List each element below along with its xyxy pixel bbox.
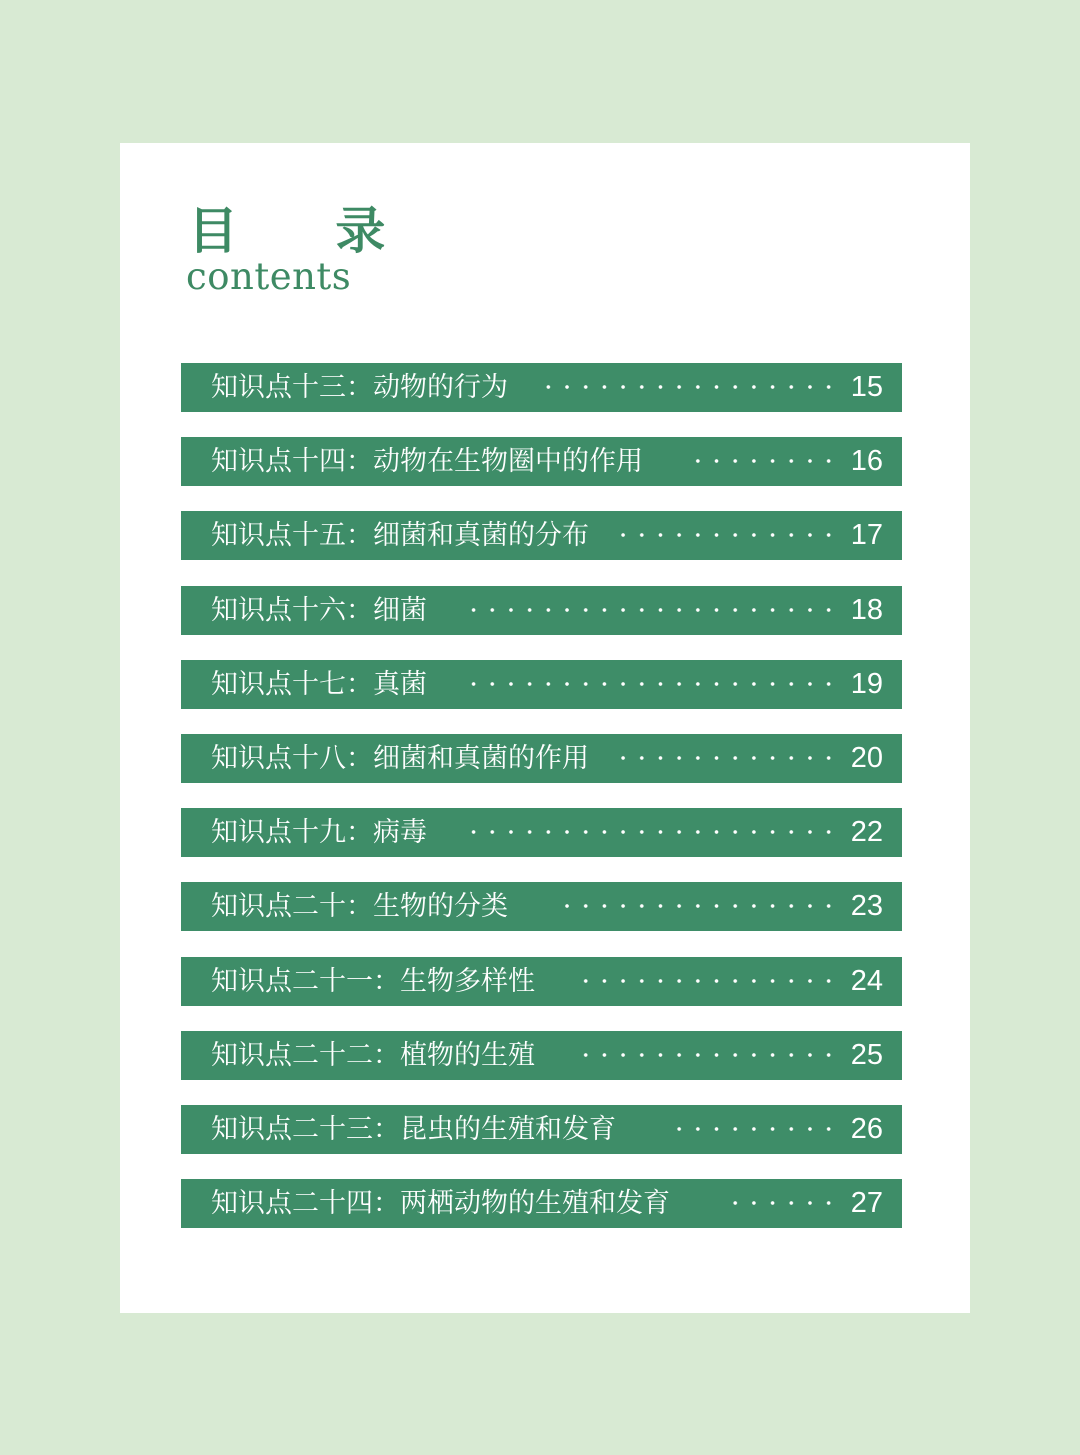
toc-entry-page: 25 — [850, 1038, 883, 1071]
toc-entry-14[interactable] — [181, 437, 902, 486]
toc-entry-label: 知识点二十：生物的分类 — [211, 891, 508, 923]
leader-dots — [618, 756, 838, 760]
toc-entry-label: 知识点二十二：植物的生殖 — [211, 1039, 535, 1071]
page-subtitle: contents — [186, 255, 352, 298]
table-of-contents — [181, 363, 902, 1253]
toc-entry-24[interactable] — [181, 1179, 902, 1228]
leader-dots — [733, 1201, 838, 1205]
toc-entry-16[interactable] — [181, 586, 902, 635]
toc-entry-label: 知识点十四：动物在生物圈中的作用 — [211, 446, 643, 478]
toc-entry-21[interactable] — [181, 957, 902, 1006]
toc-entry-20[interactable] — [181, 882, 902, 931]
toc-entry-17[interactable] — [181, 660, 902, 709]
toc-entry-15[interactable] — [181, 511, 902, 560]
toc-entry-page: 17 — [850, 519, 883, 552]
toc-entry-23[interactable] — [181, 1105, 902, 1154]
toc-entry-page: 15 — [850, 371, 883, 403]
toc-entry-page: 27 — [850, 1187, 883, 1220]
toc-entry-page: 23 — [850, 890, 883, 923]
leader-dots — [573, 979, 838, 983]
leader-dots — [461, 830, 838, 834]
toc-entry-22[interactable] — [181, 1031, 902, 1080]
leader-dots — [533, 385, 838, 389]
toc-entry-13[interactable] — [181, 363, 902, 412]
leader-dots — [573, 1053, 838, 1057]
toc-entry-page: 22 — [850, 816, 883, 849]
leader-dots — [618, 533, 838, 537]
toc-entry-19[interactable] — [181, 808, 902, 857]
toc-entry-18[interactable] — [181, 734, 902, 783]
toc-entry-page: 19 — [850, 667, 883, 700]
toc-entry-page: 16 — [850, 445, 883, 478]
contents-page — [120, 143, 970, 1313]
page-title: 目 录 — [188, 202, 426, 260]
leader-dots — [686, 459, 838, 463]
toc-entry-page: 26 — [850, 1112, 883, 1145]
contents-heading — [186, 203, 425, 297]
toc-entry-label: 知识点十八：细菌和真菌的作用 — [211, 742, 589, 774]
leader-dots — [551, 904, 838, 908]
leader-dots — [666, 1127, 838, 1131]
toc-entry-label: 知识点十五：细菌和真菌的分布 — [211, 520, 589, 552]
toc-entry-label: 知识点二十一：生物多样性 — [211, 965, 535, 997]
leader-dots — [461, 682, 838, 686]
toc-entry-label: 知识点二十四：两栖动物的生殖和发育 — [211, 1188, 670, 1220]
toc-entry-label: 知识点二十三：昆虫的生殖和发育 — [211, 1113, 616, 1145]
toc-entry-page: 24 — [850, 964, 883, 997]
toc-entry-page: 18 — [850, 593, 883, 626]
toc-entry-label: 知识点十九：病毒 — [211, 817, 427, 849]
toc-entry-page: 20 — [850, 741, 883, 774]
toc-entry-label: 知识点十三：动物的行为 — [211, 372, 508, 403]
toc-entry-label: 知识点十七：真菌 — [211, 668, 427, 700]
leader-dots — [461, 608, 838, 612]
toc-entry-label: 知识点十六：细菌 — [211, 594, 427, 626]
